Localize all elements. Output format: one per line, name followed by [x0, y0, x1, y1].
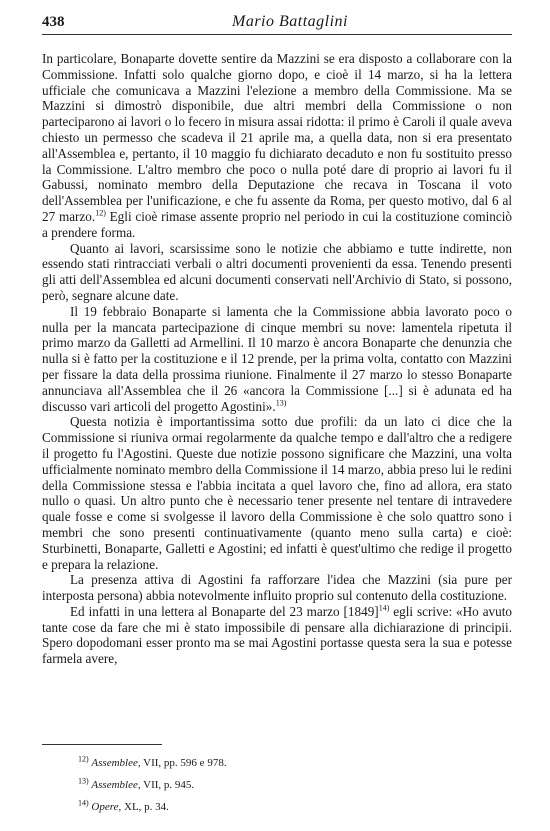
footnote-rule	[42, 744, 162, 745]
footnote-ref: 14)	[378, 603, 390, 613]
running-head: Mario Battaglini	[232, 13, 348, 30]
paragraph-2	[42, 241, 512, 304]
header-rule	[42, 34, 512, 35]
footnote-title: Opere	[91, 801, 119, 813]
footnote-ref: 12)	[95, 208, 106, 218]
paragraph-text: Quanto ai lavori, scarsissime sono le notizie che abbiamo e tutte indirette, non essendo stati rintracciati verbali o altri documenti provenienti da essa. Tenendo presenti gli atti dell'Assemblea ed alcuni documenti conservati nell'Archivio di Stato, si possono, però, segnare alcune date.	[42, 240, 512, 303]
footnote	[78, 774, 498, 796]
footnotes	[78, 752, 498, 818]
body-text	[42, 51, 512, 667]
footnote-number: 13)	[78, 776, 89, 786]
paragraph-text: Ed infatti in una lettera al Bonaparte del 23 marzo [1849]	[70, 603, 379, 619]
paragraph-1	[42, 51, 512, 241]
footnote-title: Assemblee	[91, 779, 138, 791]
paragraph-text: La presenza attiva di Agostini fa rafforzare l'idea che Mazzini (sia pure per interposta persona) abbia notevolmente influito proprio sul contenuto della costituzione.	[42, 572, 512, 604]
paragraph-text: Il 19 febbraio Bonaparte si lamenta che la Commissione abbia lavorato poco o nulla per la mancata partecipazione di cinque membri su nove: lamentela ripetuta il primo marzo da Galletti ad Armellini. Il 10 marzo è ancora Bonaparte che denunzia che nulla si è fatto per la costituzione e il 12 prende, per la prima volta, contatto con Mazzini per fissare la data della prossima riunione. Finalmente il 27 marzo lo stesso Bonaparte annunciava all'Assemblea che il 26 «ancora la Commissione [...] si è adunata ed ha discusso vari articoli del progetto Agostini».	[42, 303, 512, 414]
footnote-text: , XL, p. 34.	[118, 801, 169, 813]
footnote-text: , VII, pp. 596 e 978.	[137, 757, 227, 769]
page-header	[42, 10, 512, 34]
paragraph-4	[42, 414, 512, 572]
footnote-number: 14)	[78, 798, 89, 808]
footnote-text: , VII, p. 945.	[137, 779, 195, 791]
footnote-ref: 13)	[275, 398, 287, 408]
footnote-number: 12)	[78, 754, 89, 764]
paragraph-5	[42, 572, 512, 604]
paragraph-text: Egli cioè rimase assente proprio nel periodo in cui la costituzione cominciò a prendere forma.	[42, 208, 513, 240]
footnote	[78, 796, 498, 818]
paragraph-6	[42, 604, 512, 667]
paragraph-text: Questa notizia è importantissima sotto due profili: da un lato ci dice che la Commissione si riuniva ormai regolarmente da qualche tempo e dall'altro che a redigere il progetto fu l'Agostini. Queste due notizie possono significare che Mazzini, una volta ufficialmente nominato membro della Commissione il 14 marzo, abbia preso lui le redini della Commissione stessa e l'abbia incitata a quel lavoro che, fino ad allora, era stato nullo o quasi. Un altro punto che è necessario tener presente nel tentare di intravedere quale fosse e come si svolgesse il lavoro della Commissione è che solo quattro sono i membri che sono presenti continuativamente (quanto meno sulla carta) e cioè: Sturbinetti, Bonaparte, Galletti e Agostini; ed infatti è quest'ultimo che redige il progetto e prepara la relazione.	[42, 414, 512, 572]
footnote-title: Assemblee	[91, 757, 138, 769]
paragraph-3	[42, 304, 512, 415]
paragraph-text: In particolare, Bonaparte dovette sentire da Mazzini se era disposto a collaborare con la Commissione. Infatti solo qualche giorno dopo, e cioè il 14 marzo, si ha la lettera ufficiale che comunicava a Mazzini l'elezione a membro della Commissione. Ma se Mazzini si dimostrò disponibile, due altri membri della Commissione o non parteciparono ai lavori o lo fecero in misura assai ridotta: il primo è Caroli il quale aveva chiesto un permesso che scadeva il 21 aprile ma, a quella data, non si era presentato all'Assemblea e, pertanto, il 10 maggio fu dichiarato decaduto e non fu sostituito presso la Commissione. L'altro membro che poco o nulla poté dare di proprio ai lavori fu il Gabussi, nominato membro della Deputazione che recava in Toscana il voto dell'Assemblea per l'unificazione, e che fu assente da Roma, per questo motivo, dal 6 al 27 marzo.	[42, 51, 512, 224]
paragraph-text: egli scrive: «Ho avuto tante cose da fare che mi è stato impossibile di pensare alla dichiarazione di principii. Spero dopodomani esser pronto ma se mai Agostini portasse questa sera la sua e potesse farmela avere,	[42, 603, 512, 667]
page-number: 438	[42, 14, 65, 30]
footnote	[78, 752, 498, 774]
